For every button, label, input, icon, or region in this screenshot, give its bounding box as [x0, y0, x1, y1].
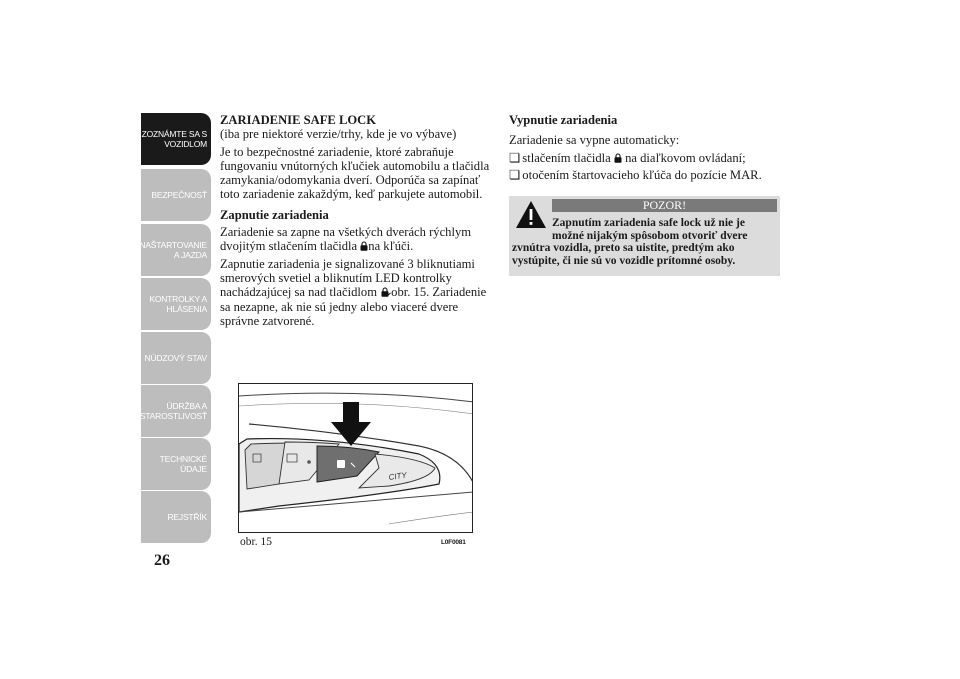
tab-label: NÚDZOVÝ STAV — [144, 353, 207, 363]
page-number: 26 — [154, 552, 170, 569]
tab-label: TECHNICKÉ ÚDAJE — [159, 454, 207, 474]
tab-label: ÚDRŽBA A STAROSTLIVOSŤ — [139, 401, 207, 421]
tab-rejstrik[interactable] — [141, 491, 211, 543]
on-heading: Zapnutie zariadenia — [220, 207, 329, 222]
warning-text — [512, 217, 776, 267]
bullet-item — [509, 168, 781, 182]
text: obr. 15. Zariadenie sa nezapne, ak nie sú jedny alebo viaceré dvere správne zatvorené. — [220, 285, 487, 328]
bullet-item — [509, 151, 781, 165]
tab-bezpecnost[interactable] — [141, 169, 211, 221]
off-heading: Vypnutie zariadenia — [509, 113, 618, 127]
text: stlačením tlačidla — [522, 150, 611, 165]
text: otočením štartovacieho kľúča do pozície MAR. — [522, 167, 762, 182]
on-paragraph-2 — [220, 257, 492, 328]
figure-caption: obr. 15 — [240, 536, 272, 548]
section-title: ZARIADENIE SAFE LOCK — [220, 113, 377, 127]
section-subtitle: (iba pre niektoré verzie/trhy, kde je vo výbave) — [220, 127, 457, 142]
tab-nastartovanie[interactable] — [141, 224, 211, 276]
tab-kontrolky[interactable] — [141, 278, 211, 330]
tab-zoznamte-sa[interactable] — [141, 113, 211, 165]
warning-line: Zapnutím zariadenia safe lock už nie je — [552, 217, 745, 229]
city-button-label: CITY — [388, 470, 408, 482]
tab-label: KONTROLKY A HLÁSENIA — [149, 294, 207, 314]
tab-label: REJSTŘÍK — [167, 512, 207, 522]
right-column — [509, 113, 781, 185]
safe-lock-icon — [380, 287, 391, 297]
intro-paragraph: Je to bezpečnostné zariadenie, ktoré zabraňuje fungovaniu vnútorných kľučiek automobilu a tlačidla zamykania/odomykania dverí. Odporúča sa zapínať toto zariadenie zakaždým, keď parkujete automobil. — [220, 144, 490, 202]
text: Zapnutie zariadenia je signalizované 3 bliknutiami smerových svetiel a bliknutím LED kontrolky nachádzajúcej sa nad tlačidlom — [220, 256, 475, 300]
tab-label: BEZPEČNOSŤ — [151, 190, 207, 200]
off-intro: Zariadenie sa vypne automaticky: — [509, 133, 680, 148]
figure-15 — [238, 383, 473, 533]
warning-title: POZOR! — [552, 199, 777, 212]
door-panel-illustration — [239, 384, 473, 533]
warning-rest: zvnútra vozidla, preto sa uistite, predtým ako vystúpite, či nie sú vo vozidle prítomné osoby. — [512, 242, 736, 267]
tab-label: ZOZNÁMTE SA S VOZIDLOM — [141, 129, 207, 149]
tab-technicke-udaje[interactable] — [141, 438, 211, 490]
text: na kľúči. — [368, 239, 414, 254]
warning-line: možné nijakým spôsobom otvoriť dvere — [552, 229, 748, 242]
text: Zariadenie sa zapne na všetkých dverách rýchlym dvojitým stlačením tlačidla — [220, 225, 472, 254]
tab-udrzba[interactable] — [141, 385, 211, 437]
lock-icon — [614, 153, 622, 163]
arrow-down-icon — [331, 402, 371, 446]
text: na diaľkovom ovládaní; — [625, 150, 746, 165]
on-paragraph-1 — [220, 225, 492, 254]
figure-code: L0F0081 — [441, 539, 466, 546]
tab-nudzovy-stav[interactable] — [141, 332, 211, 384]
left-column — [220, 113, 492, 331]
tab-label: NAŠTARTOVANIE A JAZDA — [139, 240, 207, 260]
